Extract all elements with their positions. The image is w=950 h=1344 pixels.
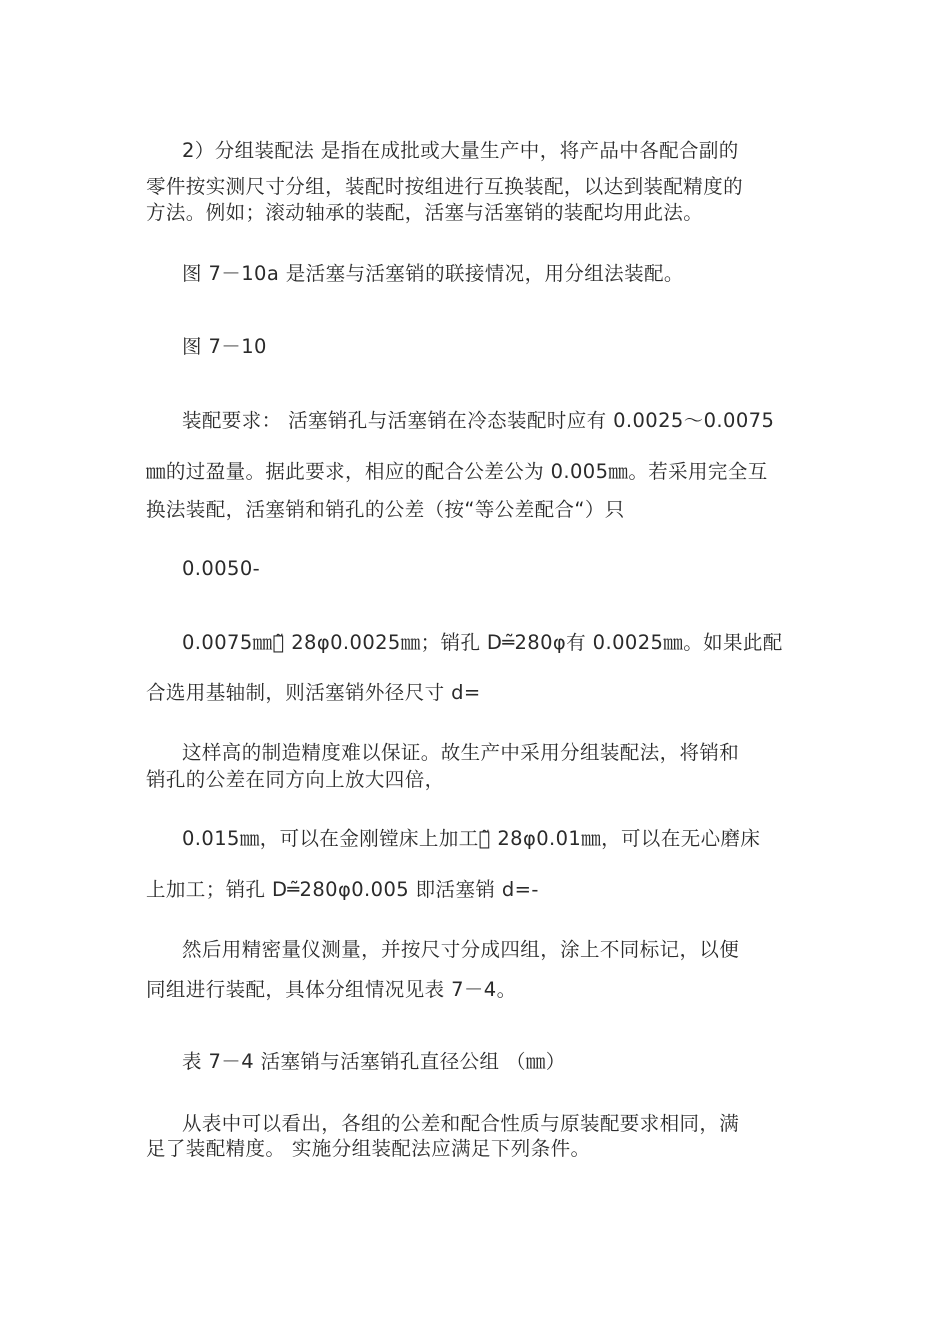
text-line: 足了装配精度。 实施分组装配法应满足下列条件。 (146, 1137, 591, 1160)
figure-caption: 图 7－10a 是活塞与活塞销的联接情况，用分组法装配。 (182, 262, 684, 285)
text-line: 上加工；销孔 D═̃280φ0.005 即活塞销 d=- (146, 878, 539, 901)
text-line: 然后用精密量仪测量，并按尺寸分成四组，涂上不同标记，以便 (182, 938, 740, 961)
text-line: 0.015㎜，可以在金刚镗床上加工。̃ 28φ0.01㎜，可以在无心磨床 (182, 827, 761, 850)
text-line: 合选用基轴制，则活塞销外径尺寸 d= (146, 681, 481, 704)
text-line: ㎜的过盈量。据此要求，相应的配合公差公为 0.005㎜。若采用完全互 (146, 460, 768, 483)
text-line: 0.0050- (182, 557, 261, 580)
text-line: 这样高的制造精度难以保证。故生产中采用分组装配法，将销和 (182, 741, 740, 764)
table-caption: 表 7－4 活塞销与活塞销孔直径公组 （㎜） (182, 1050, 566, 1073)
text-line: 零件按实测尺寸分组，装配时按组进行互换装配，以达到装配精度的 (146, 175, 744, 198)
text-line: 换法装配，活塞销和销孔的公差（按“等公差配合“）只 (146, 498, 625, 521)
text-line: 装配要求： 活塞销孔与活塞销在冷态装配时应有 0.0025～0.0075 (182, 409, 775, 432)
figure-label: 图 7－10 (182, 335, 267, 358)
text-line: 从表中可以看出，各组的公差和配合性质与原装配要求相同，满 (182, 1112, 740, 1135)
text-line: 销孔的公差在同方向上放大四倍， (146, 768, 445, 791)
text-line: 方法。例如；滚动轴承的装配，活塞与活塞销的装配均用此法。 (146, 201, 704, 224)
text-line: 同组进行装配，具体分组情况见表 7－4。 (146, 978, 517, 1001)
text-line: 0.0075㎜，̃ 28φ0.0025㎜；销孔 D═̃280φ有 0.0025㎜。如果此配 (182, 631, 783, 654)
text-line: 2）分组装配法 是指在成批或大量生产中，将产品中各配合副的 (182, 139, 739, 162)
